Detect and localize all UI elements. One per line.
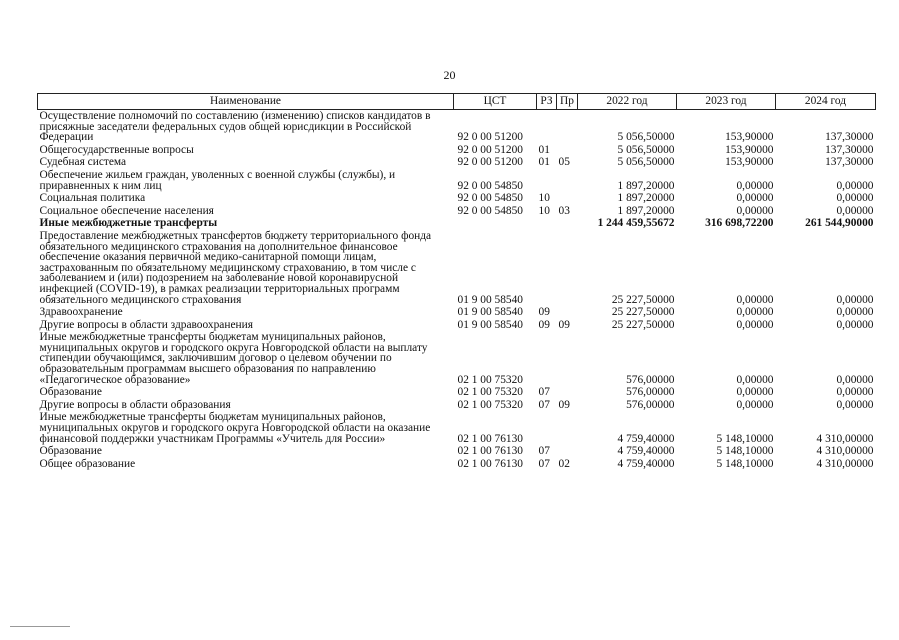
- cell-cst: 92 0 00 51200: [457, 143, 523, 156]
- cell-cst: 02 1 00 75320: [457, 386, 523, 399]
- cell-name: Иные межбюджетные трансферты бюджетам муниципальных районов, муниципальных округов и городского округа Новгородской области на выплату стипендии обучающимся, заключившим договор о целевом обучении по образовательным программам высшего образования по направлению «Педагогическое образование»: [39, 331, 428, 386]
- cell-pr: [557, 217, 578, 230]
- cell-y2022: 1 244 459,55672: [597, 217, 675, 230]
- table-row: [38, 192, 876, 205]
- cell-y2022: 1 897,20000: [617, 179, 675, 192]
- cell-y2022: 4 759,40000: [617, 432, 675, 445]
- table-row: [38, 205, 876, 218]
- cell-y2023: 5 148,10000: [716, 457, 774, 470]
- cell-y2023: 0,00000: [736, 373, 774, 386]
- cell-pr: [557, 386, 578, 399]
- table-row: [38, 169, 876, 192]
- table-row: [38, 331, 876, 386]
- table-row: [38, 306, 876, 319]
- cell-rz: 07: [538, 457, 550, 470]
- cell-y2023: 0,00000: [736, 398, 774, 411]
- footer-divider: [10, 626, 70, 627]
- cell-cst: 92 0 00 51200: [457, 131, 523, 144]
- cell-y2024: 137,30000: [825, 156, 874, 169]
- cell-rz: 10: [538, 204, 550, 217]
- cell-name: Предоставление межбюджетных трансфертов бюджету территориального фонда обязательного медицинского страхования на дополнительное финансовое обеспечение оказания первичной медико-санитарной помощи лицам, застрахованным по обязательному медицинскому страхованию, в том числе с заболеванием и (или) подозрением на заболевание новой коронавирусной инфекцией (COVID-19), в рамках реализации территориальных программ обязательного медицинского страхования: [39, 229, 432, 306]
- cell-rz: [537, 331, 557, 386]
- cell-y2024: 0,00000: [836, 204, 874, 217]
- cell-y2022: 5 056,50000: [617, 131, 675, 144]
- cell-name: Иные межбюджетные трансферты бюджетам муниципальных районов, муниципальных округов и городского округа Новгородской области на оказание финансовой поддержки участникам Программы «Учитель для России»: [39, 411, 431, 445]
- cell-rz: 07: [538, 445, 550, 458]
- table-header-row: [38, 94, 876, 110]
- cell-cst: 92 0 00 54850: [457, 179, 523, 192]
- cell-y2022: 5 056,50000: [617, 156, 675, 169]
- cell-pr: [557, 331, 578, 386]
- cell-name: Образование: [39, 445, 102, 458]
- cell-cst: 02 1 00 75320: [457, 373, 523, 386]
- cell-pr: 09: [558, 398, 570, 411]
- cell-name: Здравоохранение: [39, 306, 123, 319]
- header-2024: 2024 год: [776, 94, 876, 110]
- cell-name: Обеспечение жильем граждан, уволенных с военной службы (службы), и приравненных к ним лиц: [39, 168, 396, 192]
- cell-y2023: 5 148,10000: [716, 445, 774, 458]
- cell-name: Осуществление полномочий по составлению (изменению) списков кандидатов в присяжные заседатели федеральных судов общей юрисдикции в Российской Федерации: [39, 110, 431, 144]
- cell-y2023: 153,90000: [725, 131, 774, 144]
- cell-y2024: 261 544,90000: [805, 217, 874, 230]
- cell-y2023: 0,00000: [736, 192, 774, 205]
- cell-y2023: 153,90000: [725, 156, 774, 169]
- cell-name: Другие вопросы в области образования: [39, 398, 231, 411]
- cell-y2024: 0,00000: [836, 192, 874, 205]
- table-row: [38, 156, 876, 169]
- cell-pr: [557, 306, 578, 319]
- cell-name: Иные межбюджетные трансферты: [39, 217, 218, 230]
- cell-y2023: 0,00000: [736, 306, 774, 319]
- cell-pr: [557, 169, 578, 192]
- cell-y2024: 0,00000: [836, 386, 874, 399]
- table-row: [38, 458, 876, 471]
- cell-y2024: 137,30000: [825, 131, 874, 144]
- cell-cst: [454, 217, 537, 230]
- cell-pr: [557, 144, 578, 157]
- cell-name: Социальная политика: [39, 192, 146, 205]
- cell-y2024: 0,00000: [836, 373, 874, 386]
- cell-y2022: 576,00000: [626, 386, 675, 399]
- cell-y2024: 4 310,00000: [816, 432, 874, 445]
- cell-name: Социальное обеспечение населения: [39, 204, 214, 217]
- cell-pr: [557, 411, 578, 445]
- cell-cst: 02 1 00 75320: [457, 398, 523, 411]
- table-row: [38, 217, 876, 230]
- cell-rz: [537, 411, 557, 445]
- cell-rz: [537, 169, 557, 192]
- cell-y2023: 316 698,72200: [705, 217, 774, 230]
- cell-pr: [557, 230, 578, 306]
- cell-y2024: 0,00000: [836, 398, 874, 411]
- cell-name: Образование: [39, 386, 102, 399]
- cell-y2024: 137,30000: [825, 143, 874, 156]
- cell-pr: [557, 192, 578, 205]
- cell-rz: [537, 230, 557, 306]
- table-body: [38, 110, 876, 471]
- cell-name: Общегосударственные вопросы: [39, 143, 194, 156]
- cell-cst: 01 9 00 58540: [457, 293, 523, 306]
- cell-y2024: 0,00000: [836, 306, 874, 319]
- cell-cst: 02 1 00 76130: [457, 432, 523, 445]
- header-2023: 2023 год: [677, 94, 776, 110]
- cell-y2022: 4 759,40000: [617, 457, 675, 470]
- cell-rz: 01: [538, 143, 550, 156]
- table-row: [38, 445, 876, 458]
- cell-y2023: 0,00000: [736, 293, 774, 306]
- cell-pr: [557, 110, 578, 144]
- cell-y2024: 0,00000: [836, 318, 874, 331]
- cell-y2022: 4 759,40000: [617, 445, 675, 458]
- cell-rz: [537, 217, 557, 230]
- cell-y2023: 5 148,10000: [716, 432, 774, 445]
- cell-y2023: 0,00000: [736, 204, 774, 217]
- table-row: [38, 319, 876, 332]
- cell-rz: 09: [538, 306, 550, 319]
- table-row: [38, 399, 876, 412]
- cell-pr: 03: [558, 204, 570, 217]
- cell-y2023: 0,00000: [736, 386, 774, 399]
- cell-rz: [537, 110, 557, 144]
- cell-y2024: 4 310,00000: [816, 457, 874, 470]
- table-row: [38, 110, 876, 144]
- cell-pr: 09: [558, 318, 570, 331]
- cell-cst: 02 1 00 76130: [457, 457, 523, 470]
- cell-y2023: 0,00000: [736, 318, 774, 331]
- cell-rz: 09: [538, 318, 550, 331]
- cell-cst: 02 1 00 76130: [457, 445, 523, 458]
- cell-pr: 02: [558, 457, 570, 470]
- cell-name: Другие вопросы в области здравоохранения: [39, 318, 253, 331]
- table-row: [38, 230, 876, 306]
- cell-y2024: 0,00000: [836, 179, 874, 192]
- cell-y2022: 1 897,20000: [617, 192, 675, 205]
- cell-pr: [557, 445, 578, 458]
- cell-y2022: 576,00000: [626, 398, 675, 411]
- table-row: [38, 144, 876, 157]
- cell-cst: 01 9 00 58540: [457, 306, 523, 319]
- cell-y2022: 25 227,50000: [611, 293, 675, 306]
- cell-cst: 92 0 00 54850: [457, 192, 523, 205]
- cell-name: Судебная система: [39, 156, 127, 169]
- cell-y2024: 0,00000: [836, 293, 874, 306]
- budget-table: [37, 93, 876, 470]
- header-2022: 2022 год: [578, 94, 677, 110]
- table-row: [38, 411, 876, 445]
- cell-y2022: 1 897,20000: [617, 204, 675, 217]
- cell-y2022: 5 056,50000: [617, 143, 675, 156]
- cell-y2023: 0,00000: [736, 179, 774, 192]
- table-row: [38, 386, 876, 399]
- header-rz: РЗ: [537, 94, 557, 110]
- page-number: 20: [443, 68, 456, 82]
- cell-cst: 01 9 00 58540: [457, 318, 523, 331]
- header-name: Наименование: [38, 94, 454, 110]
- cell-cst: 92 0 00 51200: [457, 156, 523, 169]
- cell-y2022: 25 227,50000: [611, 306, 675, 319]
- cell-rz: 10: [538, 192, 550, 205]
- cell-y2022: 25 227,50000: [611, 318, 675, 331]
- cell-rz: 07: [538, 398, 550, 411]
- cell-y2023: 153,90000: [725, 143, 774, 156]
- cell-cst: 92 0 00 54850: [457, 204, 523, 217]
- cell-y2022: 576,00000: [626, 373, 675, 386]
- header-pr: Пр: [557, 94, 578, 110]
- header-cst: ЦСТ: [454, 94, 537, 110]
- cell-name: Общее образование: [39, 457, 136, 470]
- cell-rz: 01: [538, 156, 550, 169]
- cell-y2024: 4 310,00000: [816, 445, 874, 458]
- cell-pr: 05: [558, 156, 570, 169]
- cell-rz: 07: [538, 386, 550, 399]
